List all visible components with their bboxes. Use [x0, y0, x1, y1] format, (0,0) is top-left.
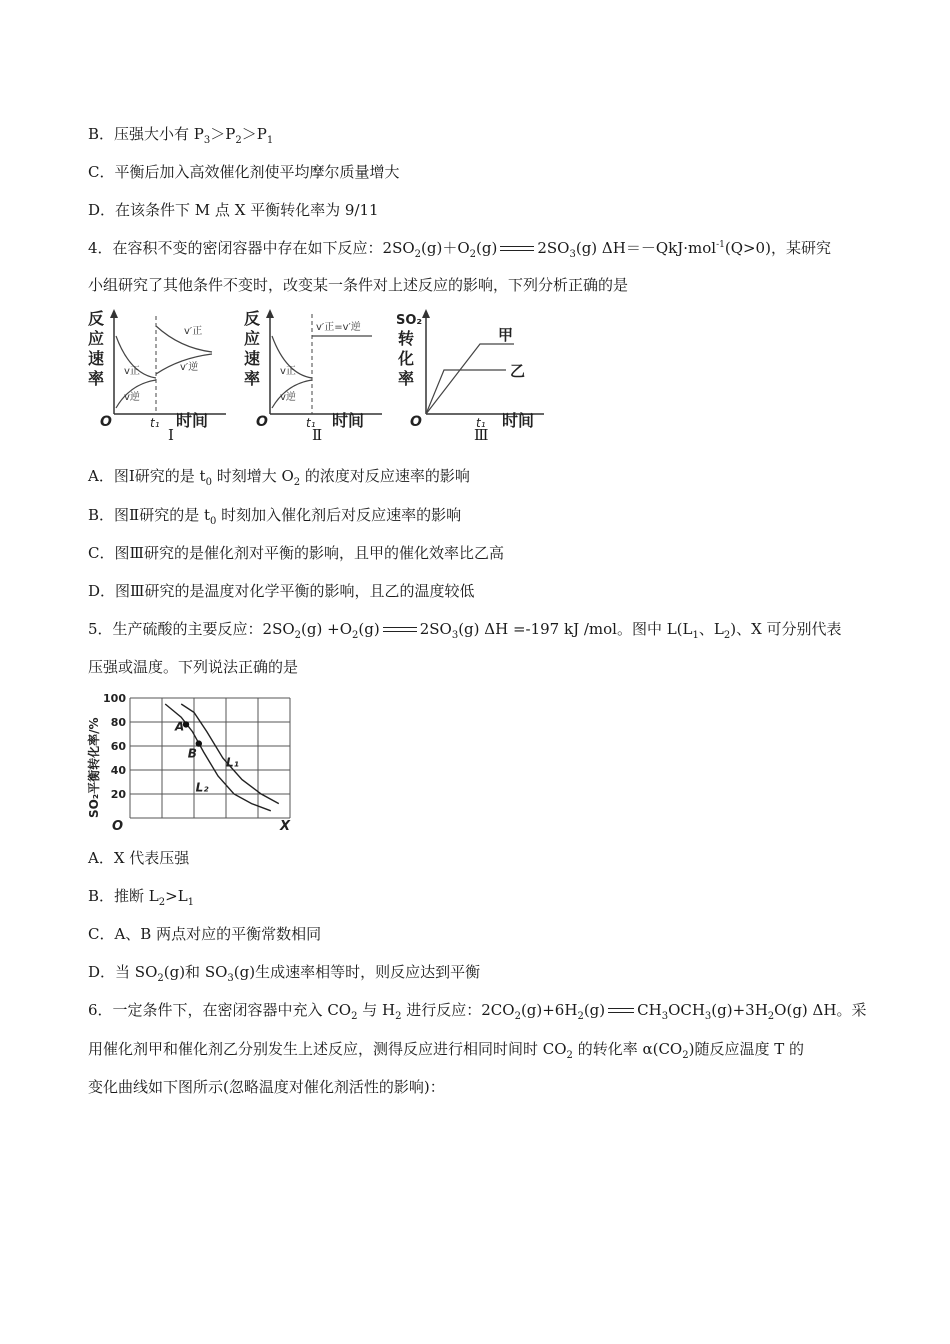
v-forward-label: v正	[280, 366, 296, 377]
graph-1-caption: Ⅰ	[168, 426, 174, 444]
v-reverse-label: v逆	[124, 392, 140, 403]
origin-label: O	[112, 819, 124, 834]
q4-option-b: B．图Ⅱ研究的是 $t_0$ 时刻加入催化剂后对反应速率的影响	[88, 506, 462, 527]
q6-stem-line2: 用催化剂甲和催化剂乙分别发生上述反应，测得反应进行相同时间时 $CO_2$ 的转化率 $\alpha(CO_2)$随反应温度 T 的	[88, 1040, 804, 1061]
y-tick-label: 20	[110, 788, 126, 801]
q5-conversion-chart	[84, 688, 300, 836]
t1-tick-label: t₁	[476, 416, 486, 430]
y-axis-label-char: 反	[88, 309, 105, 328]
q4-option-d: D．图Ⅲ研究的是温度对化学平衡的影响，且乙的温度较低	[88, 582, 475, 600]
y-axis-label: SO₂平衡转化率/%	[87, 717, 101, 818]
q4-stem-line2: 小组研究了其他条件不变时，改变某一条件对上述反应的影响，下列分析正确的是	[88, 276, 629, 294]
y-axis-label-char: 率	[244, 369, 261, 388]
equilibrium-arrow-icon	[608, 1006, 634, 1016]
origin-label: O	[410, 414, 422, 430]
series-jia-label: 甲	[498, 326, 514, 344]
q3-option-b: B．压强大小有 $P_3>P_2>P_1$	[88, 125, 274, 146]
point-label-a: A	[175, 719, 185, 734]
q5-stem-line2: 压强或温度。下列说法正确的是	[88, 658, 299, 676]
q3-option-d: D．在该条件下 M 点 X 平衡转化率为 9/11	[88, 201, 379, 219]
y-axis-label-char: 转	[398, 329, 415, 348]
y-axis-label-char: 应	[244, 329, 261, 348]
q4-stem-line1: 4．在容积不变的密闭容器中存在如下反应：$2SO_2(g)+O_2(g)$ $2SO_3(g)$ ΔH＝－QkJ·mol$^{-1}$(Q>0)，某研究	[88, 239, 831, 260]
origin-label: O	[100, 414, 112, 430]
q4-graph-3	[394, 306, 550, 430]
q3-option-c: C．平衡后加入高效催化剂使平均摩尔质量增大	[88, 163, 400, 181]
x-axis-label: 时间	[332, 411, 365, 430]
series-yi-label: 乙	[510, 362, 526, 380]
q6-stem-line3: 变化曲线如下图所示(忽略温度对催化剂活性的影响)：	[88, 1078, 445, 1096]
x-axis-label: X	[280, 819, 291, 834]
y-axis-label-char: 速	[88, 349, 105, 368]
q5-option-b: B．推断 $L_2>L_1$	[88, 887, 195, 908]
y-axis-label-char: 化	[398, 349, 415, 368]
graph-3-caption: Ⅲ	[474, 426, 489, 444]
q5-stem-line1: 5．生产硫酸的主要反应：$2SO_2(g) +O_2(g)$ $2SO_3(g)$ ΔH =-197 kJ /mol。图中 $L(L_1$、$L_2$)、X 可分别代表	[88, 620, 842, 641]
v-equal-label: v′正=v′逆	[316, 322, 361, 333]
equilibrium-arrow-icon	[500, 244, 534, 254]
q4-option-a: A．图Ⅰ研究的是 $t_0$ 时刻增大 $O_2$ 的浓度对反应速率的影响	[88, 467, 470, 488]
v-forward-label: v正	[124, 366, 140, 377]
q4-graph-1	[84, 306, 234, 430]
q4-graph-2	[240, 306, 390, 430]
x-axis-label: 时间	[502, 411, 535, 430]
series-label-l2: L₂	[195, 780, 209, 795]
q5-option-d: D．当 $SO_2(g)$和 $SO_3(g)$生成速率相等时，则反应达到平衡	[88, 963, 481, 984]
y-tick-label: 100	[103, 692, 126, 705]
v-reverse-label: v逆	[280, 392, 296, 403]
y-axis-label-char: 应	[88, 329, 105, 348]
y-axis-label-char: 率	[398, 369, 415, 388]
v-reverse-prime-label: v′逆	[180, 362, 199, 373]
y-axis-label-char: SO₂	[396, 313, 423, 328]
origin-label: O	[256, 414, 268, 430]
point-label-b: B	[187, 746, 197, 761]
y-tick-label: 40	[110, 764, 126, 777]
y-tick-label: 60	[110, 740, 126, 753]
x-axis-label: 时间	[176, 411, 209, 430]
equilibrium-arrow-icon	[383, 625, 417, 635]
y-axis-label-char: 率	[88, 369, 105, 388]
y-axis-label-char: 反	[244, 309, 261, 328]
y-tick-label: 80	[110, 716, 126, 729]
t1-tick-label: t₁	[306, 416, 316, 430]
t1-tick-label: t₁	[150, 416, 160, 430]
q5-option-a: A．X 代表压强	[88, 849, 190, 867]
y-axis-label-char: 速	[244, 349, 261, 368]
q6-stem-line1: 6．一定条件下，在密闭容器中充入 $CO_2$ 与 $H_2$ 进行反应：$2CO_2(g)+6H_2(g)$ $CH_3OCH_3(g)+3H_2O(g)$ ΔH。采	[88, 1001, 867, 1022]
q4-option-c: C．图Ⅲ研究的是催化剂对平衡的影响，且甲的催化效率比乙高	[88, 544, 504, 562]
series-label-l1: L₁	[226, 755, 239, 770]
graph-2-caption: Ⅱ	[312, 426, 323, 444]
v-forward-prime-label: v′正	[184, 326, 203, 337]
q5-option-c: C．A、B 两点对应的平衡常数相同	[88, 925, 322, 943]
